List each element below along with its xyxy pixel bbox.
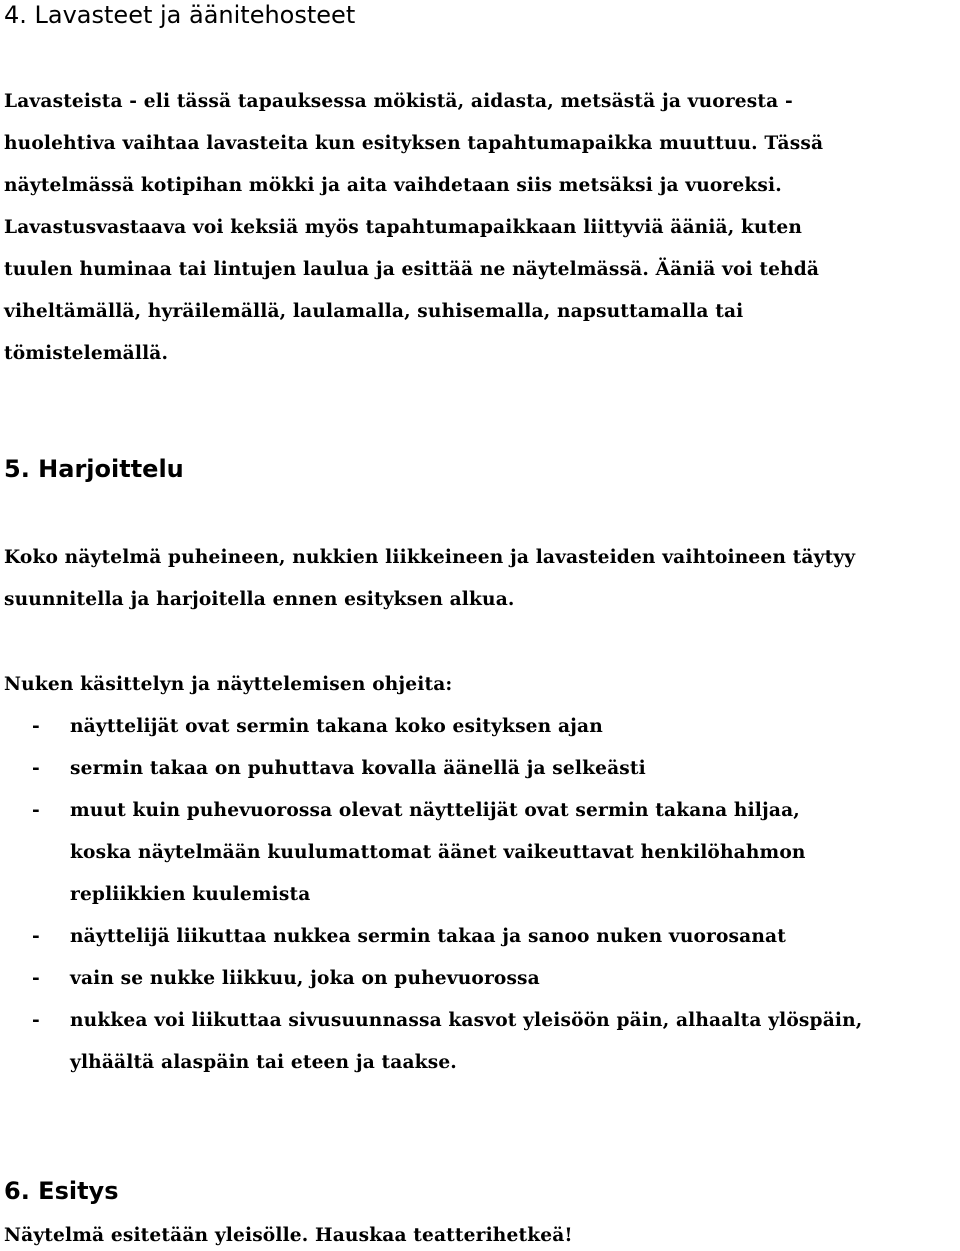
paragraph-line: Lavastusvastaava voi keksiä myös tapahtumapaikkaan liittyviä ääniä, kuten — [4, 217, 803, 238]
paragraph-line: Näytelmä esitetään yleisölle. Hauskaa teatterihetkeä! — [4, 1225, 573, 1246]
section-4-heading: 4. Lavasteet ja äänitehosteet — [4, 1, 356, 29]
paragraph-line: Koko näytelmä puheineen, nukkien liikkeineen ja lavasteiden vaihtoineen täytyy — [4, 547, 856, 568]
list-bullet: - — [32, 800, 40, 821]
list-bullet: - — [32, 1010, 40, 1031]
list-item-text: näyttelijä liikuttaa nukkea sermin takaa ja sanoo nuken vuorosanat — [70, 926, 786, 947]
list-item-text: näyttelijät ovat sermin takana koko esityksen ajan — [70, 716, 603, 737]
paragraph-line: tuulen huminaa tai lintujen laulua ja esittää ne näytelmässä. Ääniä voi tehdä — [4, 259, 820, 280]
list-item-text: muut kuin puhevuorossa olevat näyttelijät ovat sermin takana hiljaa, — [70, 800, 800, 821]
paragraph-line: viheltämällä, hyräilemällä, laulamalla, suhisemalla, napsuttamalla tai — [4, 301, 744, 322]
paragraph-line: huolehtiva vaihtaa lavasteita kun esityksen tapahtumapaikka muuttuu. Tässä — [4, 133, 824, 154]
section-5-heading: 5. Harjoittelu — [4, 455, 184, 483]
paragraph-line: suunnitella ja harjoitella ennen esityksen alkua. — [4, 589, 515, 610]
list-item-text: repliikkien kuulemista — [70, 884, 311, 905]
paragraph-line: tömistelemällä. — [4, 343, 169, 364]
section-6-heading: 6. Esitys — [4, 1177, 119, 1205]
list-bullet: - — [32, 758, 40, 779]
list-bullet: - — [32, 968, 40, 989]
list-item-text: ylhäältä alaspäin tai eteen ja taakse. — [70, 1052, 457, 1073]
list-bullet: - — [32, 926, 40, 947]
list-item-text: nukkea voi liikuttaa sivusuunnassa kasvot yleisöön päin, alhaalta ylöspäin, — [70, 1010, 863, 1031]
list-item-text: vain se nukke liikkuu, joka on puhevuorossa — [70, 968, 540, 989]
list-item-text: sermin takaa on puhuttava kovalla äänellä ja selkeästi — [70, 758, 646, 779]
list-item-text: koska näytelmään kuulumattomat äänet vaikeuttavat henkilöhahmon — [70, 842, 806, 863]
paragraph-line: näytelmässä kotipihan mökki ja aita vaihdetaan siis metsäksi ja vuoreksi. — [4, 175, 782, 196]
paragraph-line: Lavasteista - eli tässä tapauksessa mökistä, aidasta, metsästä ja vuoresta - — [4, 91, 793, 112]
list-bullet: - — [32, 716, 40, 737]
list-title-text: Nuken käsittelyn ja näyttelemisen ohjeita: — [4, 674, 453, 695]
